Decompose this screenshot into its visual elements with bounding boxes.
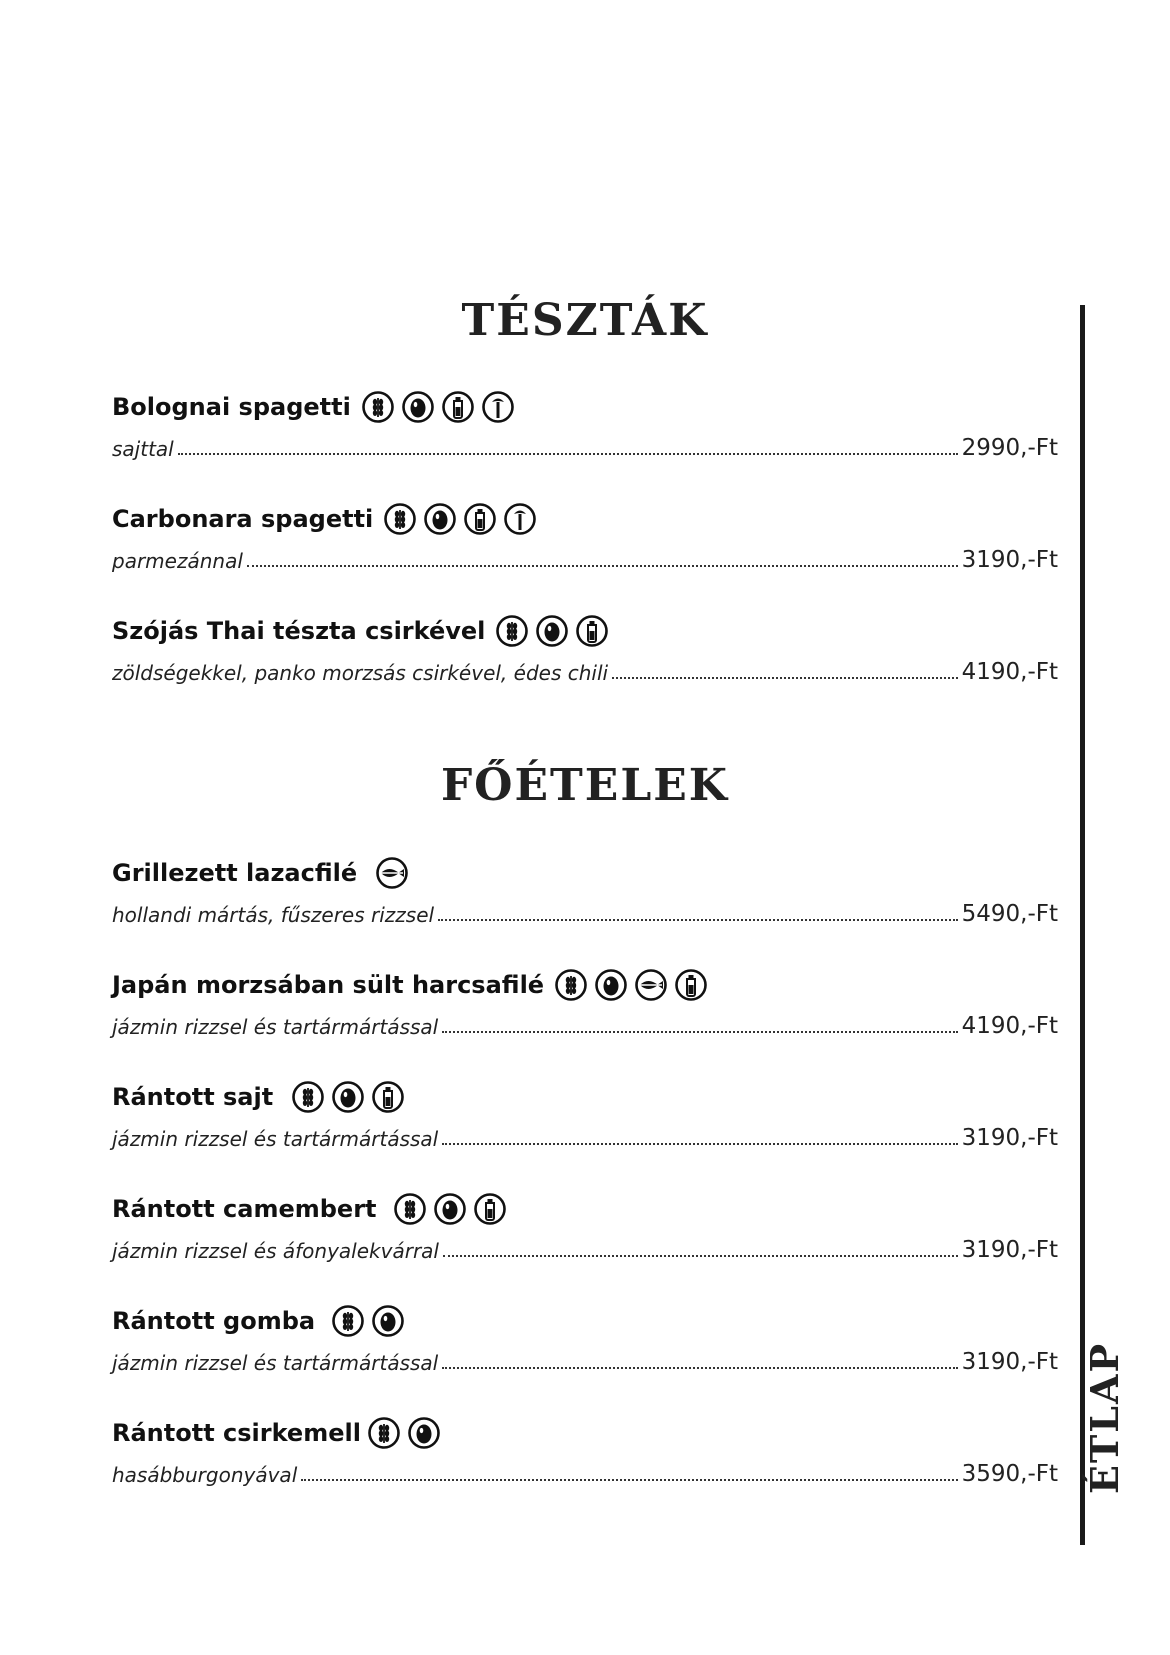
egg-icon [594, 968, 628, 1002]
celery-icon [503, 502, 537, 536]
dish-name: Rántott csirkemell [112, 1419, 361, 1447]
milk-icon [473, 1192, 507, 1226]
section-title-foetelek: FŐÉTELEK [440, 760, 730, 811]
egg-icon [423, 502, 457, 536]
dotted-leader [442, 1031, 957, 1033]
dotted-leader [247, 565, 958, 567]
dish-price: 5490,-Ft [961, 901, 1058, 927]
dotted-leader [442, 1143, 957, 1145]
dish-name: Rántott camembert [112, 1195, 377, 1223]
wheat-icon [383, 502, 417, 536]
milk-icon [575, 614, 609, 648]
dish-name: Rántott gomba [112, 1307, 316, 1335]
fish-icon [375, 856, 409, 890]
wheat-icon [291, 1080, 325, 1114]
allergen-icons [367, 1416, 447, 1450]
dotted-leader [301, 1479, 957, 1481]
celery-icon [481, 390, 515, 424]
allergen-icons [495, 614, 615, 648]
egg-icon [331, 1080, 365, 1114]
wheat-icon [495, 614, 529, 648]
milk-icon [441, 390, 475, 424]
menu-item [112, 385, 1058, 465]
allergen-icons [554, 968, 714, 1002]
wheat-icon [331, 1304, 365, 1338]
wheat-icon [361, 390, 395, 424]
dish-price: 2990,-Ft [961, 435, 1058, 461]
dish-price: 3190,-Ft [961, 1125, 1058, 1151]
dish-description: jázmin rizzsel és áfonyalekvárral [112, 1239, 439, 1263]
dish-description: jázmin rizzsel és tartármártással [112, 1015, 439, 1039]
menu-item [112, 851, 1058, 931]
milk-icon [463, 502, 497, 536]
dotted-leader [438, 919, 958, 921]
dish-price: 4190,-Ft [961, 1013, 1058, 1039]
milk-icon [674, 968, 708, 1002]
dish-price: 3190,-Ft [961, 1349, 1058, 1375]
fish-icon [634, 968, 668, 1002]
dish-name: Carbonara spagetti [112, 505, 374, 533]
dish-description: parmezánnal [112, 549, 243, 573]
menu-item [112, 1075, 1058, 1155]
dish-description: hollandi mártás, fűszeres rizzsel [112, 903, 435, 927]
allergen-icons [291, 1080, 411, 1114]
side-label-etlap: ÉTLAP [1082, 1341, 1127, 1494]
menu-item [112, 1187, 1058, 1267]
egg-icon [401, 390, 435, 424]
menu-item [112, 1411, 1058, 1491]
dish-price: 3190,-Ft [961, 547, 1058, 573]
menu-item [112, 1299, 1058, 1379]
wheat-icon [554, 968, 588, 1002]
allergen-icons [361, 390, 521, 424]
allergen-icons [375, 856, 415, 890]
wheat-icon [393, 1192, 427, 1226]
allergen-icons [331, 1304, 411, 1338]
egg-icon [407, 1416, 441, 1450]
dish-description: jázmin rizzsel és tartármártással [112, 1127, 439, 1151]
dish-description: zöldségekkel, panko morzsás csirkével, édes chili [112, 661, 609, 685]
milk-icon [371, 1080, 405, 1114]
section-title-tesztak: TÉSZTÁK [461, 295, 709, 346]
dish-name: Grillezett lazacfilé [112, 859, 358, 887]
allergen-icons [393, 1192, 513, 1226]
dotted-leader [443, 1255, 958, 1257]
menu-item [112, 963, 1058, 1043]
dotted-leader [612, 677, 958, 679]
egg-icon [535, 614, 569, 648]
dish-price: 3590,-Ft [961, 1461, 1058, 1487]
wheat-icon [367, 1416, 401, 1450]
dish-name: Rántott sajt [112, 1083, 274, 1111]
egg-icon [433, 1192, 467, 1226]
dish-name: Bolognai spagetti [112, 393, 351, 421]
dotted-leader [178, 453, 958, 455]
menu-item [112, 497, 1058, 577]
dish-price: 4190,-Ft [961, 659, 1058, 685]
dish-description: jázmin rizzsel és tartármártással [112, 1351, 439, 1375]
dotted-leader [442, 1367, 957, 1369]
dish-description: sajttal [112, 437, 174, 461]
egg-icon [371, 1304, 405, 1338]
dish-name: Szójás Thai tészta csirkével [112, 617, 486, 645]
dish-description: hasábburgonyával [112, 1463, 298, 1487]
menu-item [112, 609, 1058, 689]
dish-name: Japán morzsában sült harcsafilé [112, 971, 545, 999]
allergen-icons [383, 502, 543, 536]
dish-price: 3190,-Ft [961, 1237, 1058, 1263]
